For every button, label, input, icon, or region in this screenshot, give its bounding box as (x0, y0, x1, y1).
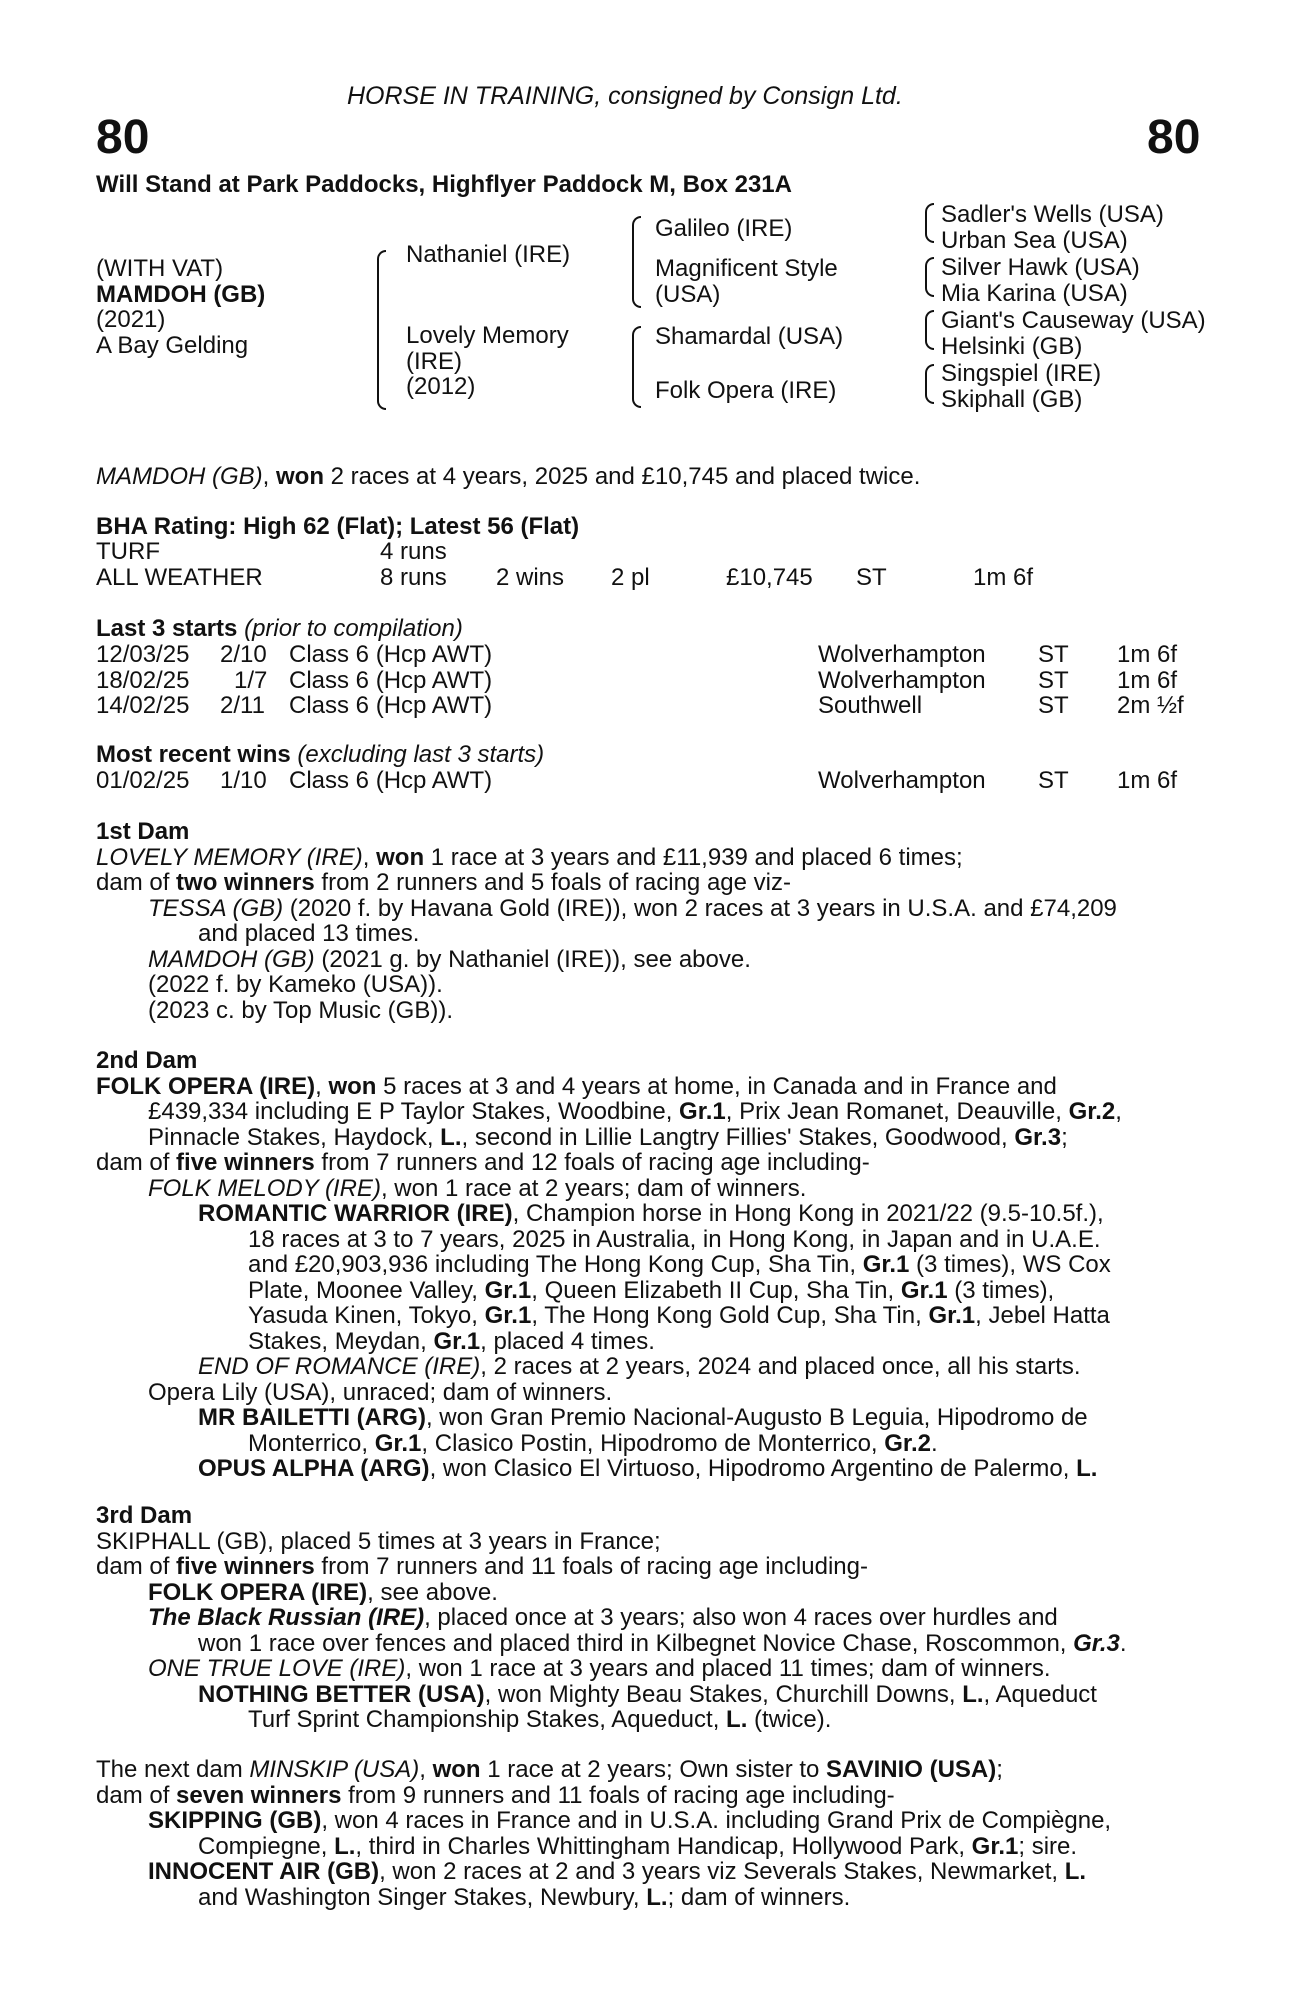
recent-wins-note: (excluding last 3 starts) (290, 741, 545, 768)
text: , The Hong Kong Gold Cup, Sha Tin, (531, 1302, 929, 1329)
start-race: Class 6 (Hcp AWT) (289, 666, 493, 694)
text: dam of (96, 1553, 177, 1580)
grade: Gr.1 (900, 1276, 948, 1304)
produce-record: , placed once at 3 years; also won 4 races over hurdles and (424, 1604, 1058, 1631)
produce-record: , 2 races at 2 years, 2024 and placed once, all his starts. (480, 1353, 1081, 1380)
rating-distance: 1m 6f (973, 564, 1034, 591)
produce-name: The Black Russian (IRE) (148, 1604, 425, 1631)
grade: Gr.1 (484, 1302, 532, 1329)
start-course: Wolverhampton (818, 666, 986, 694)
text: Compiegne, (198, 1832, 335, 1860)
text: ; sire. (1018, 1832, 1078, 1860)
first-dam-heading: 1st Dam (96, 818, 190, 845)
start-position: 2/10 (220, 641, 267, 668)
foaling-year: (2021) (96, 306, 166, 333)
dam-record: SKIPHALL (GB), placed 5 times at 3 years in France; (96, 1527, 661, 1555)
last-starts-note: (prior to compilation) (237, 615, 463, 642)
text: Pinnacle Stakes, Haydock, (148, 1123, 441, 1151)
horse-name: MAMDOH (GB) (96, 280, 266, 308)
ancestor-sss: Sadler's Wells (USA) (941, 201, 1164, 228)
text: , Aqueduct (983, 1680, 1097, 1708)
text: . (930, 1429, 938, 1457)
start-going: ST (1038, 641, 1069, 668)
grade: Gr.1 (374, 1429, 422, 1457)
grade: L. (1076, 1455, 1098, 1482)
dam-name: Lovely Memory (406, 322, 569, 349)
win-date: 01/02/25 (96, 767, 190, 794)
produce-name: OPUS ALPHA (ARG) (198, 1455, 430, 1482)
dams-dam: Folk Opera (IRE) (655, 377, 837, 404)
text: Stakes, Meydan, (248, 1327, 434, 1355)
text: The next dam (96, 1756, 250, 1783)
produce-name: ROMANTIC WARRIOR (IRE) (198, 1200, 513, 1227)
next-dam-section (96, 1757, 1111, 1910)
grade: Gr.1 (484, 1276, 532, 1304)
sires-dam-country: (USA) (655, 280, 721, 308)
produce-record: , won Gran Premio Nacional-Augusto B Leguia, Hipodromo de (425, 1404, 1088, 1431)
grade: Gr.3 (1014, 1123, 1062, 1151)
grade: Gr.1 (928, 1302, 976, 1329)
vat-status: (WITH VAT) (96, 255, 224, 282)
start-date: 14/02/25 (96, 692, 190, 719)
produce-name: FOLK OPERA (IRE) (148, 1578, 368, 1606)
last-starts-heading (96, 616, 463, 642)
start-date: 12/03/25 (96, 641, 190, 668)
grade: Gr.2 (884, 1429, 931, 1457)
grade: L. (1064, 1858, 1087, 1885)
win-position: 1/10 (220, 767, 267, 794)
winners-count: two winners (176, 869, 315, 896)
grade: L. (646, 1883, 668, 1911)
rating-going: ST (856, 564, 887, 591)
start-race: Class 6 (Hcp AWT) (289, 641, 493, 668)
second-dam-section: 2nd Dam FOLK OPERA (IRE), won 5 races at 3 and 4 years at home, in Canada and in France and £439,334 including E P Taylor Stakes, Woodbine, Gr.1, Prix Jean Romanet, Deauville, Gr.2, Pinnacle Stakes, Haydock, L., second in Lillie Langtry Fillies' Stakes, Goodwood, Gr.3; dam of five winners from 7 runners and 12 foals of racing age including- FOLK MELODY (IRE), won 1 race at 2 years; dam of winners. ROMANTIC WARRIOR (IRE), Champion horse in Hong Kong in 2021/22 (9.5-10.5f.), 18 races at 3 to 7 years, 2025 in Australia, in Hong Kong, in Japan and in U.A.E. and £20,903,936 including The Hong Kong Cup, Sha Tin, Gr.1 (3 times), WS Cox Plate, Moonee Valley, Gr.1, Queen Elizabeth II Cup, Sha Tin, Gr.1 (3 times), Yasuda Kinen, Tokyo, Gr.1, The Hong Kong Gold Cup, Sha Tin, Gr.1, Jebel Hatta Stakes, Meydan, Gr.1, placed 4 times. END OF ROMANCE (IRE), 2 races at 2 years, 2024 and placed once, all his starts. Opera Lily (USA), unraced; dam of winners. MR BAILETTI (ARG), won Gran Premio Nacional-Augusto B Leguia, Hipodromo de Monterrico, Gr.1, Clasico Postin, Hipodromo de Monterrico, Gr.2. OPUS ALPHA (ARG), won Clasico El Virtuoso, Hipodromo Argentino de Palermo, L. (96, 1047, 1122, 1482)
gen3-brace-3 (925, 310, 934, 350)
text: from 7 runners and 11 foals of racing age including- (314, 1553, 868, 1580)
dam-year: (2012) (406, 373, 476, 400)
produce-name: TESSA (GB) (148, 894, 284, 922)
recent-wins-table (0, 768, 1315, 794)
grade: Gr.1 (971, 1832, 1019, 1860)
text: , third in Charles Whittingham Handicap, Hollywood Park, (355, 1832, 972, 1860)
ancestor-sds: Silver Hawk (USA) (941, 254, 1140, 281)
start-distance: 1m 6f (1117, 641, 1178, 668)
produce-name: FOLK MELODY (IRE) (148, 1174, 381, 1202)
sires-dam (655, 256, 838, 307)
last-starts-table (0, 642, 1315, 720)
text: , (1115, 1098, 1122, 1125)
start-course: Southwell (818, 692, 923, 719)
rating-surface: TURF (96, 538, 160, 565)
win-going: ST (1038, 767, 1069, 794)
produce-record: , won Clasico El Virtuoso, Hipodromo Argentino de Palermo, (429, 1455, 1077, 1482)
ancestor-ssd: Urban Sea (USA) (941, 226, 1128, 254)
start-position: 1/7 (234, 666, 268, 694)
produce-record-cont: and placed 13 times. (198, 920, 420, 947)
text: . (1119, 1629, 1127, 1657)
text: Turf Sprint Championship Stakes, Aqueduct, (248, 1706, 727, 1733)
sibling-name: SAVINIO (USA) (826, 1756, 997, 1783)
text: , second in Lillie Langtry Fillies' Stakes, Goodwood, (461, 1123, 1015, 1151)
grade: Gr.1 (862, 1251, 910, 1278)
second-dam-heading: 2nd Dam (96, 1047, 198, 1074)
produce-record: , won 4 races in France and in U.S.A. including Grand Prix de Compiègne, (321, 1807, 1112, 1834)
first-dam-section: 1st Dam LOVELY MEMORY (IRE), won 1 race at 3 years and £11,939 and placed 6 times; dam of two winners from 2 runners and 5 foals of racing age viz- TESSA (GB) (2020 f. by Havana Gold (IRE)), won 2 races at 3 years in U.S.A. and £74,209 and placed 13 times. MAMDOH (GB) (2021 g. by Nathaniel (IRE)), see above. (2022 f. by Kameko (USA)). (2023 c. by Top Music (GB)). (96, 818, 1117, 1024)
text: from 2 runners and 5 foals of racing age viz- (314, 869, 791, 896)
dams-sire: Shamardal (USA) (655, 323, 844, 350)
start-position: 2/11 (220, 692, 265, 719)
produce-record: , see above. (367, 1578, 498, 1606)
dam-country: (IRE) (406, 347, 462, 375)
dam-record: 5 races at 3 and 4 years at home, in Canada and in France and (376, 1072, 1057, 1100)
text: £439,334 including E P Taylor Stakes, Woodbine, (148, 1098, 680, 1125)
rating-wins: 2 wins (496, 564, 565, 591)
text: dam of (96, 1149, 177, 1176)
catalogue-header: HORSE IN TRAINING, consigned by Consign Ltd. (347, 82, 903, 110)
start-going: ST (1038, 692, 1069, 719)
ancestor-ddd: Skiphall (GB) (941, 385, 1083, 413)
sire-line-brace (632, 216, 641, 308)
text: dam of (96, 869, 177, 896)
ancestor-dsd: Helsinki (GB) (941, 332, 1083, 360)
text: Plate, Moonee Valley, (248, 1276, 485, 1304)
text: from 7 runners and 12 foals of racing age including- (314, 1149, 870, 1176)
rating-runs: 8 runs (380, 564, 447, 591)
grade: L. (962, 1680, 984, 1708)
win-course: Wolverhampton (818, 767, 986, 794)
ancestor-dss: Giant's Causeway (USA) (941, 307, 1206, 334)
produce-record: (2021 g. by Nathaniel (IRE)), see above. (314, 945, 751, 973)
dam-name: MINSKIP (USA) (249, 1756, 420, 1783)
text: dam of (96, 1781, 177, 1809)
grade: L. (334, 1832, 356, 1860)
text: 1 race at 2 years; Own sister to (480, 1756, 827, 1783)
dam-line-brace (632, 326, 641, 408)
start-distance: 1m 6f (1117, 666, 1178, 694)
text: won 1 race over fences and placed third in Kilbegnet Novice Chase, Roscommon, (198, 1629, 1074, 1657)
text: Yasuda Kinen, Tokyo, (248, 1302, 485, 1329)
text: , won Mighty Beau Stakes, Churchill Downs, (484, 1680, 963, 1708)
winners-count: seven winners (176, 1781, 342, 1809)
ancestor-dds: Singspiel (IRE) (941, 360, 1102, 387)
produce-record: (2020 f. by Havana Gold (IRE)), won 2 races at 3 years in U.S.A. and £74,209 (283, 894, 1117, 922)
grade: L. (726, 1706, 748, 1733)
summary-text: 2 races at 4 years, 2025 and £10,745 and placed twice. (324, 463, 921, 490)
text: Monterrico, (248, 1429, 375, 1457)
produce-entry: Opera Lily (USA), unraced; dam of winners. (148, 1378, 613, 1406)
text: ; (1061, 1123, 1068, 1151)
start-distance: 2m ½f (1117, 692, 1184, 719)
won-word: won (432, 1756, 481, 1783)
horse-identity (96, 256, 265, 358)
text: and £20,903,936 including The Hong Kong Cup, Sha Tin, (248, 1251, 863, 1278)
produce-name: END OF ROMANCE (IRE) (198, 1353, 481, 1380)
produce-record: , Champion horse in Hong Kong in 2021/22 (9.5-10.5f.), (512, 1200, 1104, 1227)
text: , Clasico Postin, Hipodromo de Monterrico, (421, 1429, 885, 1457)
dam (406, 323, 569, 400)
start-race: Class 6 (Hcp AWT) (289, 692, 493, 719)
start-course: Wolverhampton (818, 641, 986, 668)
win-race: Class 6 (Hcp AWT) (289, 767, 493, 794)
produce-record: , won 1 race at 2 years; dam of winners. (380, 1174, 807, 1202)
horse-description: A Bay Gelding (96, 331, 249, 359)
race-summary: MAMDOH (GB), won 2 races at 4 years, 2025 and £10,745 and placed twice. (96, 463, 921, 490)
rating-runs: 4 runs (380, 538, 447, 565)
produce-record: , won 1 race at 3 years and placed 11 times; dam of winners. (405, 1655, 1051, 1682)
text: , Jebel Hatta (975, 1302, 1110, 1329)
text: from 9 runners and 11 foals of racing age including- (341, 1781, 895, 1809)
rating-surface: ALL WEATHER (96, 564, 263, 591)
won-word: won (376, 843, 425, 871)
summary-won: won (276, 463, 324, 490)
start-date: 18/02/25 (96, 666, 190, 694)
produce-name: NOTHING BETTER (USA) (198, 1680, 485, 1708)
sire: Nathaniel (IRE) (406, 241, 571, 268)
text: and Washington Singer Stakes, Newbury, (198, 1883, 647, 1911)
produce-record-cont: 18 races at 3 to 7 years, 2025 in Australia, in Hong Kong, in Japan and in U.A.E. (248, 1225, 1101, 1253)
produce-name: MAMDOH (GB) (148, 945, 315, 973)
rating-prize: £10,745 (726, 564, 813, 591)
produce-entry: (2022 f. by Kameko (USA)). (148, 971, 443, 998)
pedigree-brace (377, 250, 386, 410)
gen3-brace-2 (925, 257, 934, 297)
dam-name: LOVELY MEMORY (IRE) (96, 843, 363, 871)
produce-name: SKIPPING (GB) (148, 1807, 322, 1834)
dam-record: 1 race at 3 years and £11,939 and placed 6 times; (424, 843, 963, 871)
sires-sire: Galileo (IRE) (655, 215, 793, 242)
third-generation (941, 202, 1206, 412)
sires-dam-name: Magnificent Style (655, 255, 838, 282)
text: , Queen Elizabeth II Cup, Sha Tin, (531, 1276, 901, 1304)
text: , Prix Jean Romanet, Deauville, (725, 1098, 1069, 1125)
produce-name: ONE TRUE LOVE (IRE) (148, 1655, 406, 1682)
produce-record: , won 2 races at 2 and 3 years viz Severals Stakes, Newmarket, (379, 1858, 1065, 1885)
grade: Gr.3 (1073, 1629, 1120, 1657)
start-going: ST (1038, 666, 1069, 694)
rating-table (0, 539, 1315, 591)
text: (3 times), WS Cox (909, 1251, 1111, 1278)
grade: Gr.1 (679, 1098, 726, 1125)
produce-entry: (2023 c. by Top Music (GB)). (148, 996, 453, 1024)
grade: Gr.1 (433, 1327, 481, 1355)
third-dam-section (96, 1503, 1127, 1733)
produce-name: INNOCENT AIR (GB) (148, 1858, 380, 1885)
gen3-brace-1 (925, 203, 934, 243)
lot-number-right: 80 (1147, 111, 1201, 164)
text: (twice). (747, 1706, 832, 1733)
text: ; (996, 1756, 1003, 1783)
text: ; dam of winners. (667, 1883, 851, 1911)
text: , (419, 1756, 433, 1783)
rating-placed: 2 pl (611, 564, 650, 591)
text: , placed 4 times. (480, 1327, 655, 1355)
bha-rating: BHA Rating: High 62 (Flat); Latest 56 (Flat) (96, 513, 580, 540)
stabling-location: Will Stand at Park Paddocks, Highflyer Paddock M, Box 231A (96, 171, 792, 198)
third-dam-heading: 3rd Dam (96, 1502, 193, 1529)
grade: Gr.2 (1068, 1098, 1116, 1125)
winners-count: five winners (176, 1149, 315, 1176)
won-word: won (328, 1072, 377, 1100)
gen3-brace-4 (925, 364, 934, 404)
lot-number-left: 80 (96, 111, 150, 164)
dam-name: FOLK OPERA (IRE) (96, 1072, 316, 1100)
produce-name: MR BAILETTI (ARG) (198, 1404, 426, 1431)
summary-horse-name: MAMDOH (GB) (96, 463, 263, 490)
winners-count: five winners (176, 1553, 315, 1580)
win-distance: 1m 6f (1117, 767, 1178, 794)
text: (3 times), (947, 1276, 1055, 1304)
last-starts-title: Last 3 starts (96, 615, 238, 642)
recent-wins-heading (96, 742, 544, 768)
grade: L. (440, 1123, 462, 1151)
ancestor-sdd: Mia Karina (USA) (941, 279, 1128, 307)
recent-wins-title: Most recent wins (96, 741, 291, 768)
